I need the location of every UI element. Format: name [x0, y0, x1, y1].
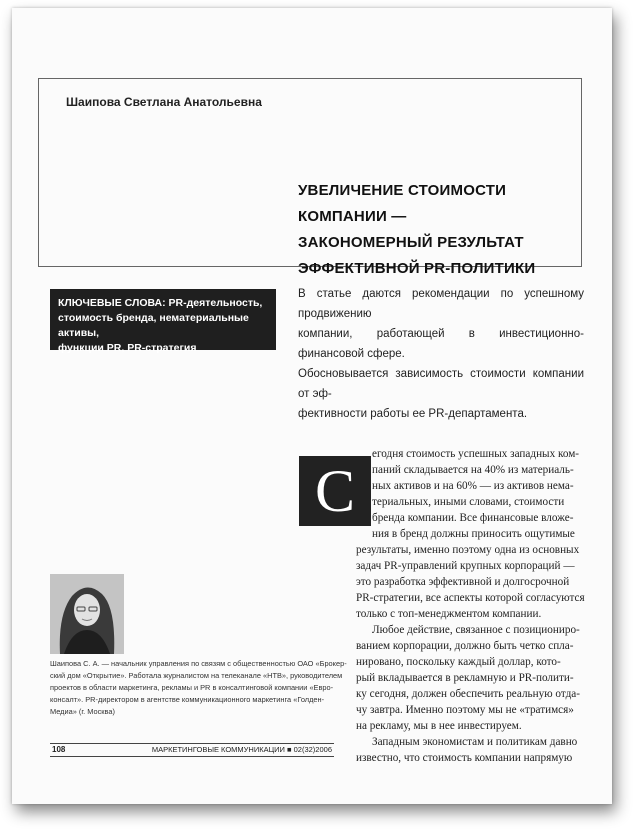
body-line: только с топ-менеджментом компании. [356, 608, 542, 620]
journal-name: МАРКЕТИНГОВЫЕ КОММУНИКАЦИИ ■ 02(32)2006 [151, 745, 332, 754]
body-line: териальных, иными словами, стоимости [372, 496, 565, 508]
author-bio [50, 658, 347, 718]
title-line: УВЕЛИЧЕНИЕ СТОИМОСТИ КОМПАНИИ — [298, 182, 507, 225]
abstract [298, 284, 584, 424]
body-line: PR-стратегии, все аспекты которой согласуются [356, 592, 585, 604]
drop-cap: С [299, 456, 371, 526]
body-line: нировано, поскольку каждый доллар, кото- [356, 656, 561, 668]
body-paragraph-1 [356, 542, 585, 622]
body-line: ных активов и на 60% — из активов нема- [372, 480, 574, 492]
body-paragraph-2 [356, 622, 585, 734]
body-line: результаты, именно поэтому одна из основных [356, 544, 580, 556]
keywords-line: функции PR, PR-стратегия [58, 342, 197, 354]
bio-line: проектов в области маркетинга, рекламы и PR в консалтинговой компании «Евро- [50, 683, 334, 692]
author-name: Шаипова Светлана Анатольевна [66, 95, 262, 109]
body-line: Западным экономистам и политикам давно [372, 736, 578, 748]
dropcap-paragraph [372, 446, 585, 542]
body-line: бренда компании. Все финансовые вложе- [372, 512, 574, 524]
abstract-line: фективности работы ее PR-департамента. [298, 408, 528, 420]
body-line: чу завтра. Именно поэтому мы не «тратимся» [356, 704, 574, 716]
title-line: ЭФФЕКТИВНОЙ PR-ПОЛИТИКИ [298, 260, 536, 277]
keywords-line: КЛЮЧЕВЫЕ СЛОВА: PR-деятельность, [58, 297, 263, 309]
body-line: рый вкладывается в рекламную и PR-полити- [356, 672, 574, 684]
keywords-box [50, 289, 276, 354]
page-footer [50, 743, 334, 757]
bio-line: Шаипова С. А. — начальник управления по связям с общественностью ОАО «Брокер- [50, 659, 347, 668]
article-title [298, 178, 588, 282]
bio-line: консалт». PR-директором в агентстве коммуникационного маркетинга «Голден- [50, 695, 325, 704]
abstract-line: Обосновывается зависимость стоимости компании от эф- [298, 368, 584, 400]
body-line: ванием корпорации, должно быть четко спла- [356, 640, 574, 652]
bio-line: ский дом «Открытие». Работала журналистом на телеканале «НТВ», руководителем [50, 671, 343, 680]
abstract-line: компании, работающей в инвестиционно-финансовой сфере. [298, 328, 584, 360]
body-line: ку сегодня, должен обеспечить реальную отда- [356, 688, 580, 700]
body-line: известно, что стоимость компании напрямую [356, 752, 573, 764]
title-line: ЗАКОНОМЕРНЫЙ РЕЗУЛЬТАТ [298, 234, 524, 251]
body-line: паний складывается на 40% из материаль- [372, 464, 574, 476]
body-line: задач PR-управлений крупных корпораций — [356, 560, 575, 572]
keywords-line: стоимость бренда, нематериальные активы, [58, 312, 249, 339]
body-line: егодня стоимость успешных западных ком- [372, 448, 580, 460]
body-paragraph-3 [356, 734, 585, 766]
bio-line: Медиа» (г. Москва) [50, 707, 115, 716]
author-photo [50, 574, 124, 654]
body-line: Любое действие, связанное с позициониро- [372, 624, 580, 636]
body-line: на рекламу, мы в нее инвестируем. [356, 720, 522, 732]
page-number: 108 [52, 745, 66, 754]
body-line: это разработка эффективной и долгосрочной [356, 576, 570, 588]
abstract-line: В статье даются рекомендации по успешному продвижению [298, 288, 584, 320]
body-line: ния в бренд должны приносить ощутимые [372, 528, 575, 540]
